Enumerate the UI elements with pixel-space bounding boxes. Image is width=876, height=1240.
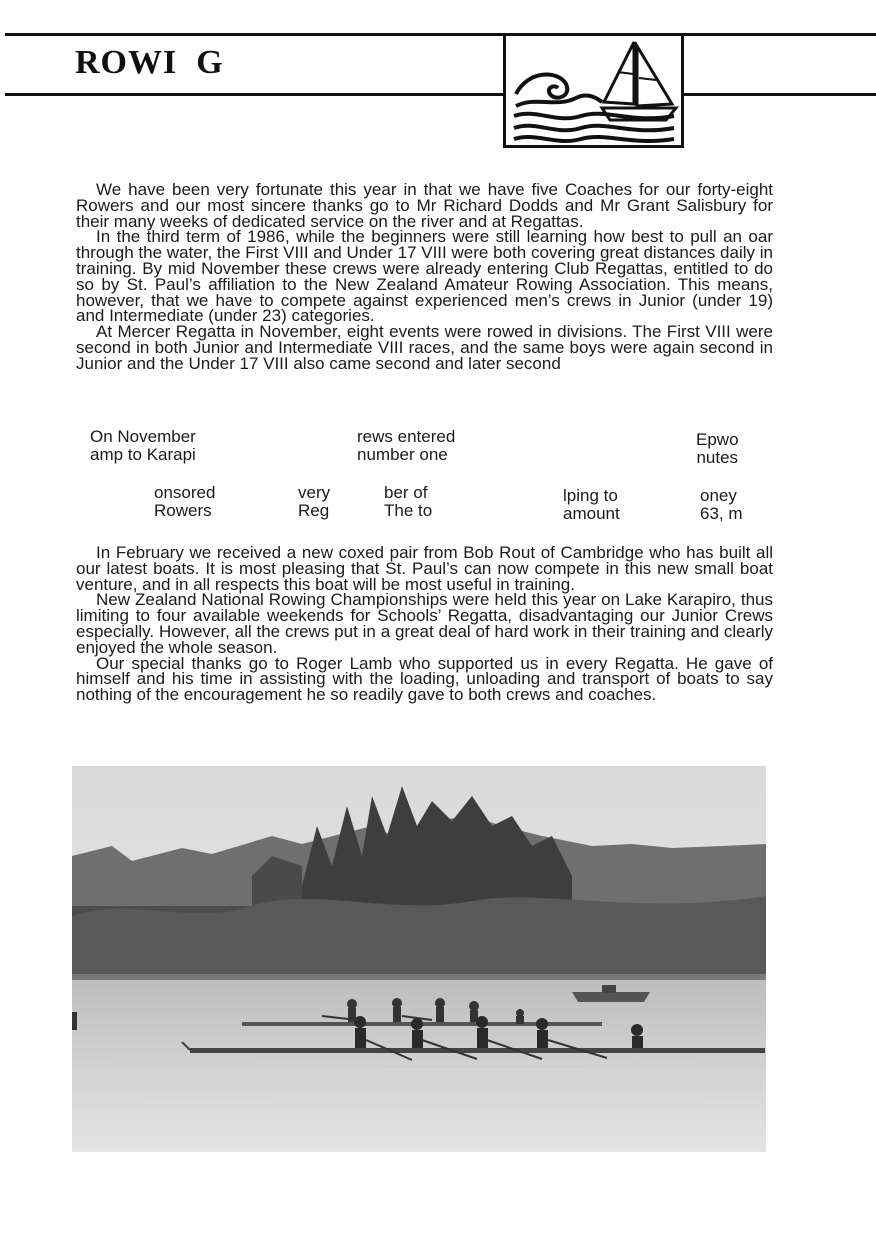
paragraph-national-championships: New Zealand National Rowing Championships were held this year on Lake Karapiro, thus limiting to four available weekends for Schools’ Regatta, disadvantaging our Junior Crews especially. However, all the crews put in a great deal of hard work in their training and clearly enjoyed the whole season. bbox=[76, 590, 773, 657]
fragment-crews-entered: rews entered number one bbox=[357, 427, 456, 464]
paragraph-third-term: In the third term of 1986, while the beginners were still learning how best to pull an oar through the water, the First VIII and Under 17 VIII were both covering great distances daily in training. By mid November these crews were already entering Club Regattas, entitled to do so by St. Paul’s affiliation to the New Zealand Amateur Rowing Association. This means, however, that we have to compete against experienced men’s crews in Junior (under 19) and Intermediate (under 23) categories. bbox=[76, 227, 773, 326]
header-rule-bottom bbox=[5, 93, 876, 96]
section-logo bbox=[503, 33, 684, 148]
fragment-epwo: Epwo nutes bbox=[696, 430, 739, 467]
paragraph-thanks: Our special thanks go to Roger Lamb who supported us in every Regatta. He gave of himself and his time in assisting with the loading, unloading and transport of boats to say nothing of the encouragement he so readily gave to both crews and coaches. bbox=[76, 653, 773, 705]
rowing-crews-on-lake-photo bbox=[72, 766, 766, 1152]
paragraph-mercer-regatta: At Mercer Regatta in November, eight events were rowed in divisions. The First VIII were second in both Junior and Intermediate VIII races, and the same boys were again second in Junior and the Under 17 VIII also came second and later second bbox=[76, 322, 773, 373]
intro-text bbox=[76, 182, 773, 372]
sailboat-waves-icon bbox=[506, 36, 681, 145]
outro-text bbox=[76, 545, 773, 703]
fragment-sponsored: onsored Rowers bbox=[154, 483, 216, 520]
fragment-helping: lping to amount bbox=[563, 486, 620, 523]
paragraph-coxed-pair: In February we received a new coxed pair from Bob Rout of Cambridge who has built all our latest boats. It is most pleasing that St. Paul’s can now compete in this new small boat venture, and in all respects this boat will be most useful in training. bbox=[76, 543, 773, 594]
fragment-very: very Reg bbox=[298, 483, 331, 520]
page-title: ROWI G bbox=[75, 44, 224, 81]
fragment-number-of: ber of The to bbox=[384, 483, 433, 520]
header-rule-top bbox=[5, 33, 876, 36]
fragment-money: oney 63, m bbox=[700, 486, 743, 523]
fragment-november: On November amp to Karapi bbox=[90, 427, 196, 464]
paragraph-coaches: We have been very fortunate this year in that we have five Coaches for our forty-eight Rowers and our most sincere thanks go to Mr Richard Dodds and Mr Grant Salisbury for their many weeks of dedicated service on the river and at Regattas. bbox=[76, 180, 773, 231]
